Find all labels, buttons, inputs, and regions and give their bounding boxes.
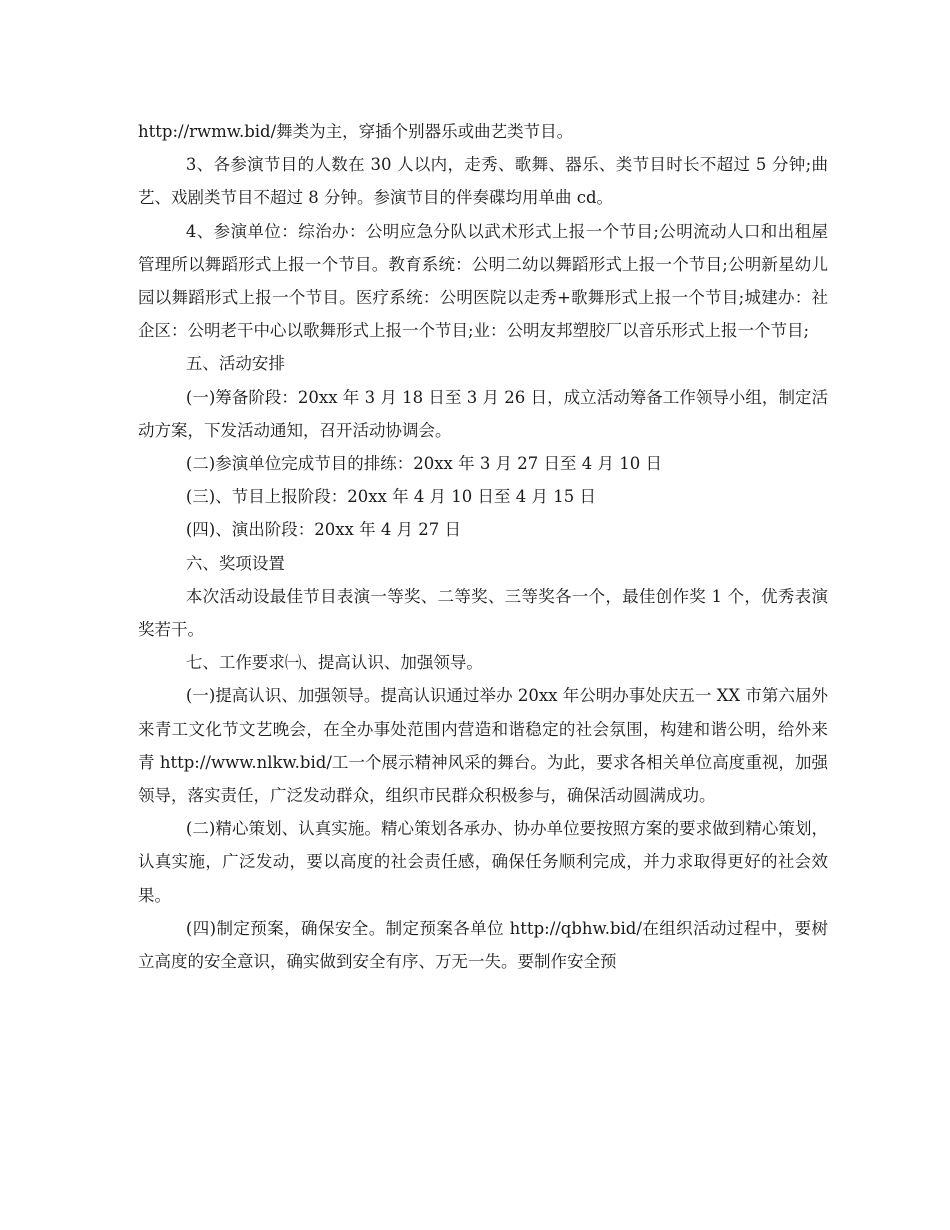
- paragraph-13: (四)制定预案，确保安全。制定预案各单位 http://qbhw.bid/在组织活动过程中，要树立高度的安全意识，确实做到安全有序、万无一失。要制作安全预: [138, 918, 828, 972]
- paragraph-5: (二)参演单位完成节目的排练：20xx 年 3 月 27 日至 4 月 10 日: [185, 454, 663, 474]
- paragraph-12: (二)精心策划、认真实施。精心策划各承办、协办单位要按照方案的要求做到精心策划，认真实施，广泛发动，要以高度的社会责任感，确保任务顺利完成，并力求取得更好的社会效果。: [138, 819, 828, 905]
- paragraph-0: http://rwmw.bid/舞类为主，穿插个别器乐或曲艺类节目。: [138, 122, 574, 141]
- section-heading-6: 六、奖项设置: [185, 553, 285, 573]
- paragraph-6: (三)、节目上报阶段：20xx 年 4 月 10 日至 4 月 15 日: [185, 487, 597, 507]
- paragraph-2: 4、参演单位：综治办：公明应急分队以武术形式上报一个节目;公明流动人口和出租屋管理所以舞蹈形式上报一个节目。教育系统：公明二幼以舞蹈形式上报一个节目;公明新星幼儿园以舞蹈形式上报一个节目。医疗系统：公明医院以走秀+歌舞形式上报一个节目;城建办：社企区：公明老干中心以歌舞形式上报一个节目;业：公明友邦塑胶厂以音乐形式上报一个节目;: [138, 221, 828, 341]
- paragraph-11: (一)提高认识、加强领导。提高认识通过举办 20xx 年公明办事处庆五一 XX 市第六届外来青工文化节文艺晚会，在全办事处范围内营造和谐稳定的社会氛围，构建和谐公明，给外来青 http://www.nlkw.bid/工一个展示精神风采的舞台。为此，要求各相关单位高度重视，加强领导，落实责任，广泛发动群众，组织市民群众积极参与，确保活动圆满成功。: [138, 686, 828, 806]
- paragraph-4: (一)筹备阶段：20xx 年 3 月 18 日至 3 月 26 日，成立活动筹备工作领导小组，制定活动方案，下发活动通知，召开活动协调会。: [138, 387, 828, 440]
- paragraph-1: 3、各参演节目的人数在 30 人以内，走秀、歌舞、器乐、类节目时长不超过 5 分钟;曲艺、戏剧类节目不超过 8 分钟。参演节目的伴奏碟均用单曲 cd。: [138, 155, 828, 208]
- document-body: [138, 115, 828, 978]
- section-heading-7: 七、工作要求㈠、提高认识、加强领导。: [185, 653, 483, 673]
- paragraph-7: (四)、演出阶段：20xx 年 4 月 27 日: [185, 520, 462, 540]
- section-heading-5: 五、活动安排: [185, 354, 285, 374]
- paragraph-9: 本次活动设最佳节目表演一等奖、二等奖、三等奖各一个，最佳创作奖 1 个，优秀表演奖若干。: [138, 586, 828, 640]
